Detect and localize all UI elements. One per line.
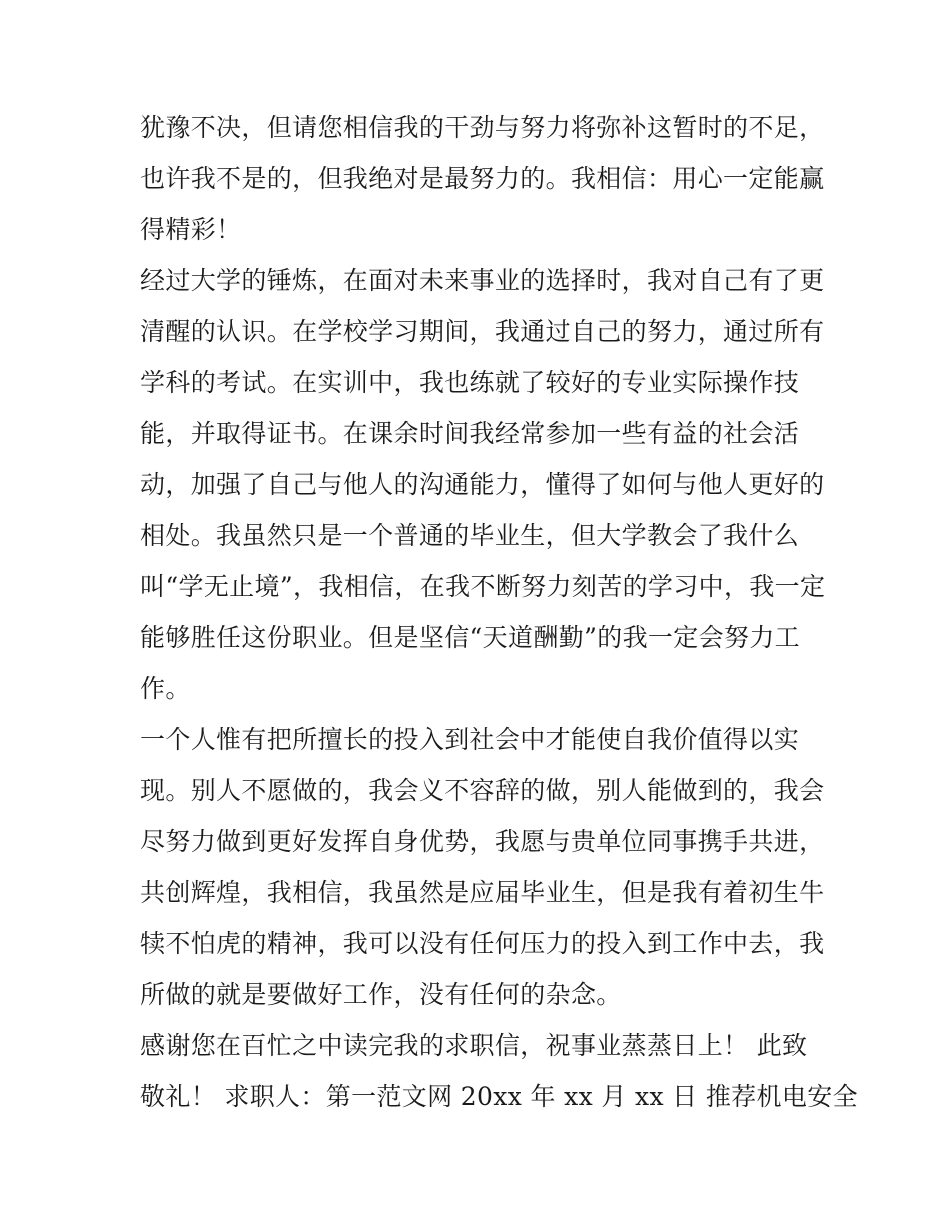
- text-line: 能够胜任这份职业。但是坚信“天道酬勤”的我一定会努力工: [140, 623, 801, 652]
- text-line: 经过大学的锤炼，在面对未来事业的选择时，我对自己有了更: [140, 266, 825, 295]
- text-line: 动，加强了自己与他人的沟通能力，懂得了如何与他人更好的: [140, 470, 825, 499]
- text-line: 作。: [140, 674, 191, 703]
- text-line: 所做的就是要做好工作，没有任何的杂念。: [140, 980, 622, 1009]
- text-line: 清醒的认识。在学校学习期间，我通过自己的努力，通过所有: [140, 317, 825, 346]
- document-body: [140, 102, 858, 1122]
- text-line: 一个人惟有把所擅长的投入到社会中才能使自我价值得以实: [140, 725, 800, 754]
- text-line: 感谢您在百忙之中读完我的求职信，祝事业蒸蒸日上！ 此致: [140, 1031, 808, 1060]
- text-line: 相处。我虽然只是一个普通的毕业生，但大学教会了我什么: [140, 521, 800, 550]
- text-line: 犹豫不决，但请您相信我的干劲与努力将弥补这暂时的不足，: [140, 113, 825, 142]
- text-line: 犊不怕虎的精神，我可以没有任何压力的投入到工作中去，我: [140, 929, 825, 958]
- text-line: 能，并取得证书。在课余时间我经常参加一些有益的社会活: [140, 419, 800, 448]
- text-line: 叫“学无止境”，我相信，在我不断努力刻苦的学习中，我一定: [140, 572, 826, 601]
- text-line: 得精彩！: [140, 215, 242, 244]
- text-line: 敬礼！ 求职人：第一范文网 20xx 年 xx 月 xx 日 推荐机电安全: [140, 1082, 858, 1111]
- text-line: 学科的考试。在实训中，我也练就了较好的专业实际操作技: [140, 368, 800, 397]
- text-line: 现。别人不愿做的，我会义不容辞的做，别人能做到的，我会: [140, 776, 825, 805]
- text-line: 也许我不是的，但我绝对是最努力的。我相信：用心一定能赢: [140, 164, 825, 193]
- text-line: 共创辉煌，我相信，我虽然是应届毕业生，但是我有着初生牛: [140, 878, 825, 907]
- text-line: 尽努力做到更好发挥自身优势，我愿与贵单位同事携手共进，: [140, 827, 825, 856]
